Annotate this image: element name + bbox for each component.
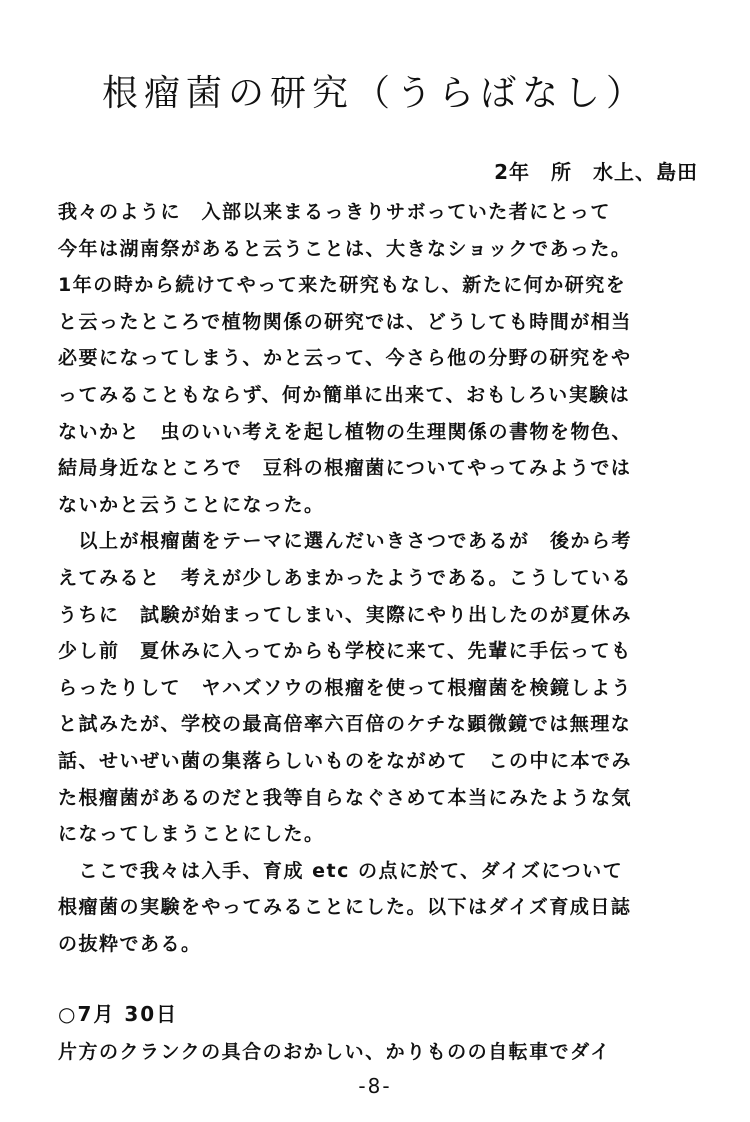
- body-line: えてみると 考えが少しあまかったようである。こうしている: [58, 566, 633, 589]
- page-title: 根瘤菌の研究（うらばなし）: [101, 73, 648, 114]
- body-line: 根瘤菌の実験をやってみることにした。以下はダイズ育成日誌: [58, 896, 632, 919]
- body-line: 今年は湖南祭があると云うことは、大きなショックであった。: [58, 237, 632, 260]
- author-line: 2年 所 水上、島田: [494, 160, 698, 184]
- body-line: になってしまうことにした。: [58, 823, 325, 846]
- body-line: 必要になってしまう、かと云って、今さら他の分野の研究をや: [58, 347, 632, 370]
- body-line: ってみることもならず、何か簡単に出来て、おもしろい実験は: [58, 383, 631, 406]
- body-text: [58, 194, 718, 962]
- body-line: と云ったところで植物関係の研究では、どうしても時間が相当: [58, 310, 632, 333]
- body-line: 我々のように 入部以来まるっきりサボっていた者にとって: [58, 201, 611, 223]
- body-line: ないかと云うことになった。: [58, 493, 325, 516]
- date-heading: ○7月 30日: [58, 1002, 179, 1026]
- body-line: ここで我々は入手、育成 etc の点に於て、ダイズについて: [58, 859, 624, 882]
- body-line: ないかと 虫のいい考えを起し植物の生理関係の書物を物色、: [58, 420, 633, 443]
- body-line: らったりして ヤハズソウの根瘤を使って根瘤菌を検鏡しよう: [58, 676, 633, 699]
- body-line: の抜粋である。: [58, 932, 202, 955]
- body-line: 以上が根瘤菌をテーマに選んだいきさつであるが 後から考: [58, 530, 633, 553]
- body-line-continued: 片方のクランクの具合のおかしい、かりものの自転車でダイ: [58, 1041, 611, 1063]
- body-line: 結局身近なところで 豆科の根瘤菌についてやってみようでは: [58, 457, 632, 480]
- page-number: -8-: [358, 1074, 392, 1098]
- body-line: 少し前 夏休みに入ってからも学校に来て、先輩に手伝っても: [58, 640, 632, 663]
- body-line: と試みたが、学校の最高倍率六百倍のケチな顕微鏡では無理な: [58, 713, 632, 736]
- body-line: うちに 試験が始まってしまい、実際にやり出したのが夏休み: [58, 603, 633, 626]
- body-line: 1年の時から続けてやって来た研究もなし、新たに何か研究を: [58, 274, 627, 297]
- body-line: た根瘤菌があるのだと我等自らなぐさめて本当にみたような気: [58, 786, 633, 809]
- body-line: 話、せいぜい菌の集落らしいものをながめて この中に本でみ: [58, 749, 633, 772]
